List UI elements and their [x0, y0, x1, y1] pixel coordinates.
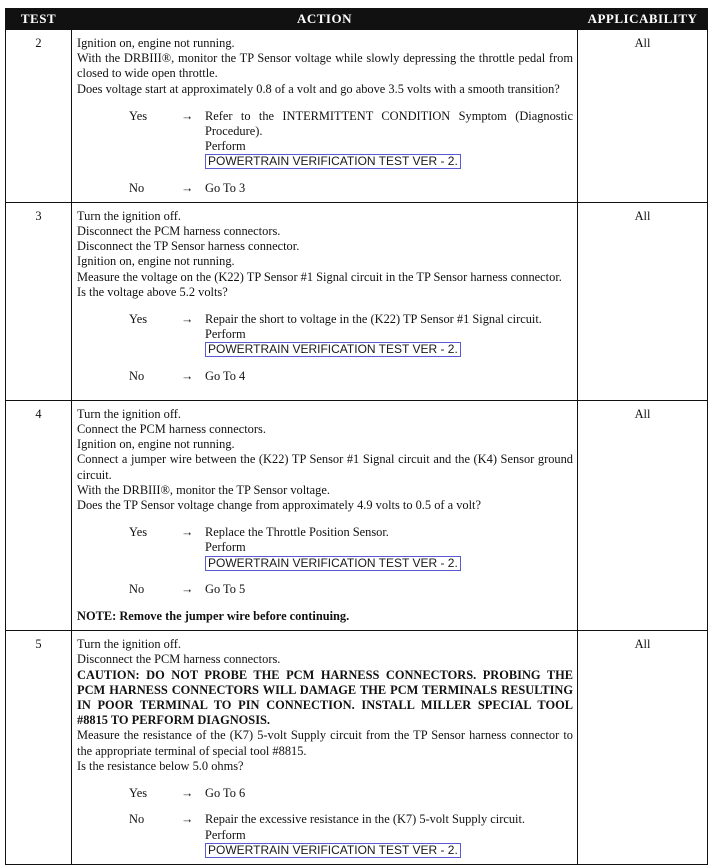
action-step: Ignition on, engine not running.: [77, 254, 235, 269]
yes-label: Yes: [129, 108, 148, 123]
applicability-cell: All: [578, 30, 708, 203]
action-question: Does the TP Sensor voltage change from approximately 4.9 volts to 0.5 of a volt?: [77, 498, 481, 513]
arrow-icon: →: [181, 525, 194, 540]
yes-response: [77, 525, 573, 571]
header-action: ACTION: [72, 9, 578, 30]
arrow-icon: →: [181, 108, 194, 123]
yes-text: Repair the short to voltage in the (K22) TP Sensor #1 Signal circuit.: [205, 312, 542, 327]
perform-label: Perform: [205, 827, 246, 842]
action-step: With the DRBIII®, monitor the TP Sensor voltage.: [77, 482, 330, 497]
test-number: 3: [6, 202, 72, 400]
verification-test-link[interactable]: POWERTRAIN VERIFICATION TEST VER - 2.: [205, 154, 461, 169]
action-step: Disconnect the PCM harness connectors.: [77, 224, 281, 239]
action-cell: [72, 202, 578, 400]
action-step: Connect a jumper wire between the (K22) TP Sensor #1 Signal circuit and the (K4) Sensor ground circuit.: [77, 452, 573, 482]
action-step: Measure the resistance of the (K7) 5-volt Supply circuit from the TP Sensor harness connector to the appropriate terminal of special tool #8815.: [77, 728, 573, 758]
no-text: Go To 3: [205, 180, 246, 195]
action-step: Turn the ignition off.: [77, 637, 181, 652]
test-number: 2: [6, 30, 72, 203]
yes-text: Refer to the INTERMITTENT CONDITION Symptom (Diagnostic Procedure).: [205, 108, 573, 139]
action-step: Disconnect the PCM harness connectors.: [77, 652, 281, 667]
action-cell: [72, 631, 578, 865]
no-response: [77, 181, 573, 196]
arrow-icon: →: [181, 368, 194, 383]
header-applicability: APPLICABILITY: [578, 9, 708, 30]
yes-label: Yes: [129, 525, 148, 540]
yes-text: Replace the Throttle Position Sensor.: [205, 525, 389, 540]
table-header-row: [6, 9, 708, 30]
verification-test-link[interactable]: POWERTRAIN VERIFICATION TEST VER - 2.: [205, 342, 461, 357]
verification-test-link[interactable]: POWERTRAIN VERIFICATION TEST VER - 2.: [205, 843, 461, 858]
perform-label: Perform: [205, 540, 246, 555]
arrow-icon: →: [181, 581, 194, 596]
table-row-test-2: [6, 30, 708, 203]
no-label: No: [129, 180, 145, 195]
arrow-icon: →: [181, 812, 194, 827]
note-text: NOTE: Remove the jumper wire before continuing.: [77, 609, 350, 624]
no-response: [77, 582, 573, 597]
no-response: [77, 812, 573, 858]
no-label: No: [129, 368, 145, 383]
test-number: 5: [6, 631, 72, 865]
action-question: Is the resistance below 5.0 ohms?: [77, 758, 244, 773]
action-step: Connect the PCM harness connectors.: [77, 422, 266, 437]
perform-label: Perform: [205, 139, 246, 154]
table-row-test-3: [6, 202, 708, 400]
action-question: Is the voltage above 5.2 volts?: [77, 284, 228, 299]
action-cell: [72, 400, 578, 630]
applicability-cell: All: [578, 202, 708, 400]
action-question: Does voltage start at approximately 0.8 of a volt and go above 3.5 volts with a smooth transition?: [77, 81, 560, 96]
yes-text: Go To 6: [205, 786, 246, 801]
arrow-icon: →: [181, 312, 194, 327]
test-number: 4: [6, 400, 72, 630]
caution-text: CAUTION: DO NOT PROBE THE PCM HARNESS CONNECTORS. PROBING THE PCM HARNESS CONNECTORS WILL DAMAGE THE PCM TERMINALS RESULTING IN POOR TERMINAL TO PIN CONNECTION. INSTALL MILLER SPECIAL TOOL #8815 TO PERFORM DIAGNOSIS.: [77, 667, 573, 728]
yes-response: [77, 786, 573, 801]
verification-test-link[interactable]: POWERTRAIN VERIFICATION TEST VER - 2.: [205, 556, 461, 571]
action-cell: [72, 30, 578, 203]
no-response: [77, 369, 573, 384]
yes-label: Yes: [129, 786, 148, 801]
no-label: No: [129, 812, 145, 827]
applicability-cell: All: [578, 400, 708, 630]
action-step: Turn the ignition off.: [77, 406, 181, 421]
diagnostic-procedure-page: [5, 8, 707, 865]
perform-label: Perform: [205, 327, 246, 342]
yes-label: Yes: [129, 312, 148, 327]
action-step: With the DRBIII®, monitor the TP Sensor voltage while slowly depressing the throttle pedal from closed to wide open throttle.: [77, 51, 573, 81]
arrow-icon: →: [181, 786, 194, 801]
no-text: Go To 5: [205, 581, 246, 596]
no-text: Repair the excessive resistance in the (K7) 5-volt Supply circuit.: [205, 812, 525, 827]
action-step: Turn the ignition off.: [77, 208, 181, 223]
action-step: Disconnect the TP Sensor harness connector.: [77, 239, 300, 254]
applicability-cell: All: [578, 631, 708, 865]
table-row-test-4: [6, 400, 708, 630]
no-text: Go To 4: [205, 368, 246, 383]
action-step: Ignition on, engine not running.: [77, 36, 235, 50]
yes-response: [77, 312, 573, 358]
header-test: TEST: [6, 9, 72, 30]
yes-response: [77, 109, 573, 170]
table-row-test-5: [6, 631, 708, 865]
no-label: No: [129, 581, 145, 596]
action-step: Measure the voltage on the (K22) TP Sensor #1 Signal circuit in the TP Sensor harness connector.: [77, 269, 562, 284]
arrow-icon: →: [181, 180, 194, 195]
diagnostic-test-table: [5, 8, 708, 865]
action-step: Ignition on, engine not running.: [77, 437, 235, 452]
